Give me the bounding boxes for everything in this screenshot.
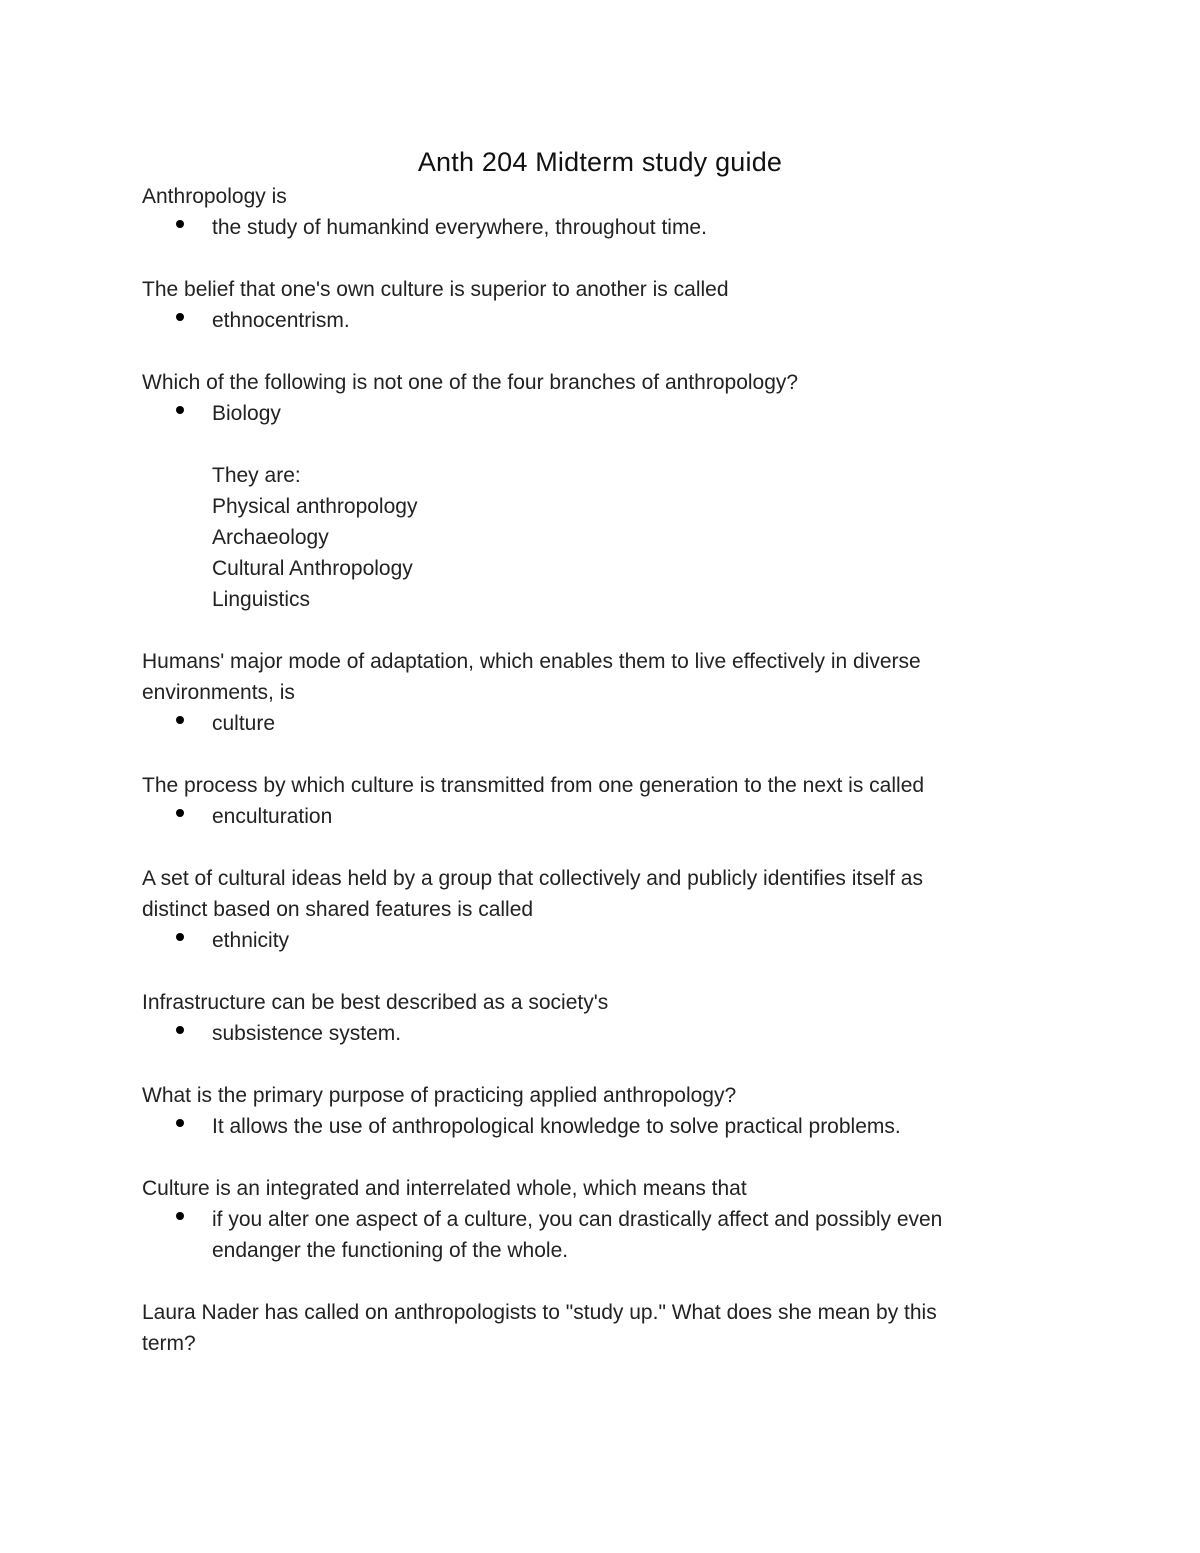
answer-text: the study of humankind everywhere, throughout time. xyxy=(212,216,707,239)
answer-bullet xyxy=(142,925,1042,956)
study-item xyxy=(142,367,1042,615)
answer-text: culture xyxy=(212,712,276,735)
bullet-icon xyxy=(176,313,184,321)
study-item xyxy=(142,1297,1042,1359)
question-text: Culture is an integrated and interrelated whole, which means that xyxy=(142,1177,747,1200)
study-item xyxy=(142,987,1042,1049)
answer-bullet xyxy=(142,1018,1042,1049)
answer-text-line: endanger the functioning of the whole. xyxy=(212,1239,569,1262)
bullet-icon xyxy=(176,1026,184,1034)
bullet-icon xyxy=(176,933,184,941)
bullet-icon xyxy=(176,406,184,414)
bullet-icon xyxy=(176,1212,184,1220)
study-item xyxy=(142,770,1042,832)
question-text: Which of the following is not one of the four branches of anthropology? xyxy=(142,371,799,394)
question-text: The process by which culture is transmitted from one generation to the next is called xyxy=(142,774,925,797)
study-item xyxy=(142,181,1042,243)
answer-text: subsistence system. xyxy=(212,1022,402,1045)
question-text-line: distinct based on shared features is called xyxy=(142,898,534,921)
answer-bullet xyxy=(142,1204,1042,1266)
study-item xyxy=(142,274,1042,336)
question-text: Anthropology is xyxy=(142,185,287,208)
answer-text: ethnocentrism. xyxy=(212,309,350,332)
bullet-icon xyxy=(176,220,184,228)
bullet-icon xyxy=(176,1119,184,1127)
study-item xyxy=(142,646,1042,739)
question-text-line: term? xyxy=(142,1332,196,1355)
branches-heading: They are: xyxy=(212,464,301,487)
question-text: The belief that one's own culture is superior to another is called xyxy=(142,278,729,301)
question-text: What is the primary purpose of practicing applied anthropology? xyxy=(142,1084,737,1107)
question-text-line: Laura Nader has called on anthropologists to "study up." What does she mean by this xyxy=(142,1301,937,1324)
question-text-line: A set of cultural ideas held by a group that collectively and publicly identifies itself as xyxy=(142,867,923,890)
question-text: Infrastructure can be best described as a society's xyxy=(142,991,609,1014)
document-title: Anth 204 Midterm study guide xyxy=(417,147,783,177)
branch-item: Cultural Anthropology xyxy=(212,557,413,580)
question-text-line: Humans' major mode of adaptation, which enables them to live effectively in diverse xyxy=(142,650,921,673)
study-item xyxy=(142,863,1042,956)
answer-bullet xyxy=(142,305,1042,336)
branch-item: Archaeology xyxy=(212,526,329,549)
answer-text: Biology xyxy=(212,402,281,425)
branch-item: Physical anthropology xyxy=(212,495,418,518)
answer-text: ethnicity xyxy=(212,929,290,952)
study-item xyxy=(142,1173,1042,1266)
study-item xyxy=(142,1080,1042,1142)
answer-bullet xyxy=(142,398,1042,429)
spacer xyxy=(142,429,1042,460)
answer-text: It allows the use of anthropological knowledge to solve practical problems. xyxy=(212,1115,901,1138)
bullet-icon xyxy=(176,716,184,724)
answer-bullet xyxy=(142,1111,1042,1142)
bullet-icon xyxy=(176,809,184,817)
answer-text-line: if you alter one aspect of a culture, you can drastically affect and possibly even xyxy=(212,1208,943,1231)
document-body xyxy=(142,181,1042,1390)
answer-bullet xyxy=(142,801,1042,832)
answer-text: enculturation xyxy=(212,805,333,828)
branch-item: Linguistics xyxy=(212,588,311,611)
answer-bullet xyxy=(142,212,1042,243)
question-text-line: environments, is xyxy=(142,681,295,704)
answer-bullet xyxy=(142,708,1042,739)
